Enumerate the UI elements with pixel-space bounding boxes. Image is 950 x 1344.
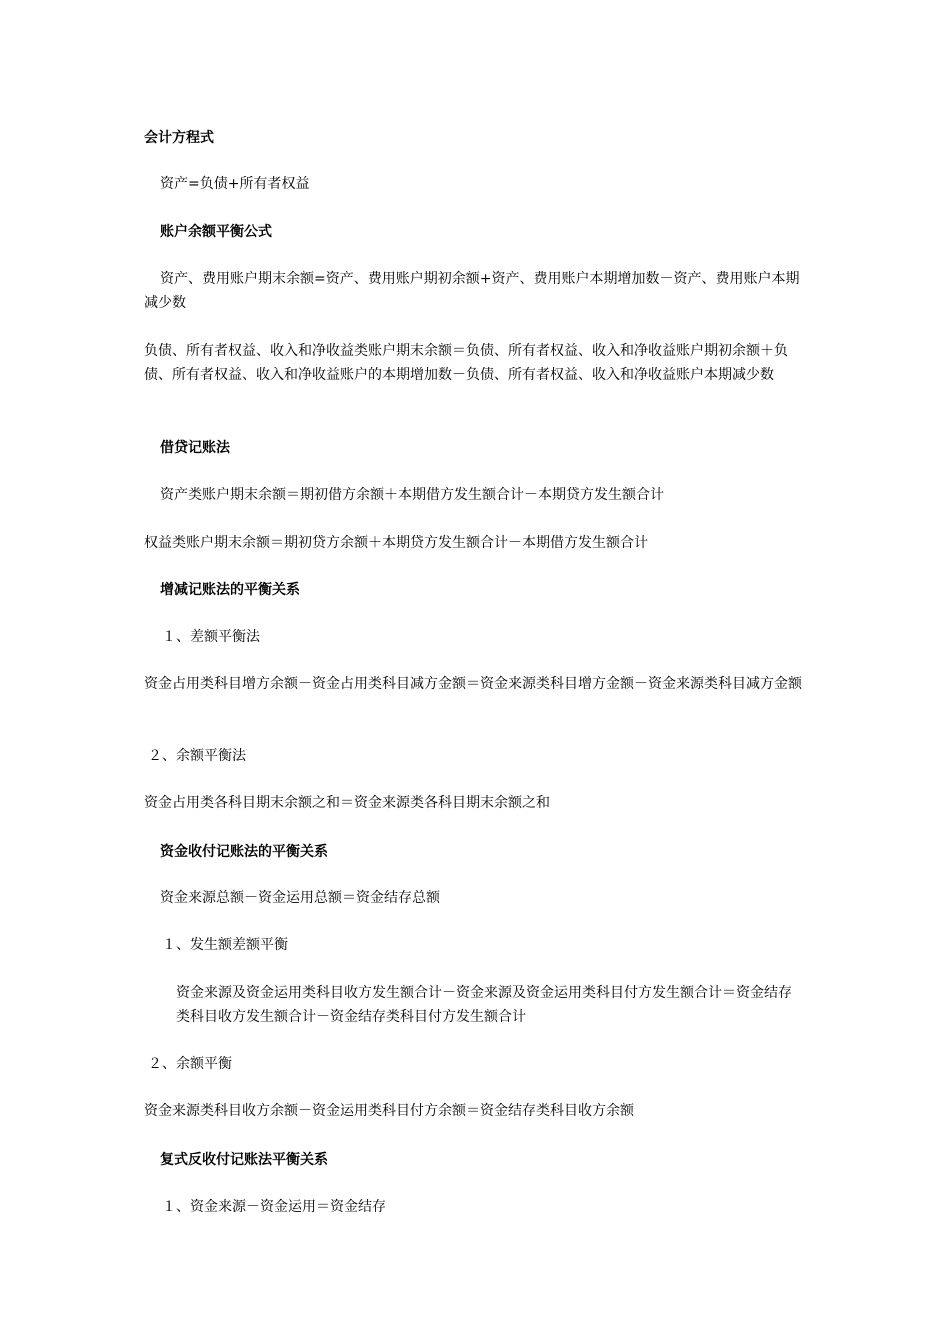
heading-accounting-equation: 会计方程式 [144,130,214,146]
paragraph-fund-occupation-difference: 资金占用类科目增方余额－资金占用类科目减方金额＝资金来源类科目增方金额－资金来源类科目减方金额 [144,676,802,692]
list-item-balance: ２、余额平衡 [148,1056,232,1072]
heading-increase-decrease-method: 增减记账法的平衡关系 [160,582,300,598]
paragraph-fund-occupation-sum: 资金占用类各科目期末余额之和＝资金来源类各科目期末余额之和 [144,795,550,811]
heading-account-balance-formula: 账户余额平衡公式 [160,224,272,240]
paragraph-fund-source-total: 资金来源总额－资金运用总额＝资金结存总额 [160,890,440,906]
heading-fund-receipt-payment-method: 资金收付记账法的平衡关系 [160,844,328,860]
paragraph-asset-account-balance: 资产类账户期末余额＝期初借方余额＋本期借方发生额合计－本期贷方发生额合计 [160,487,664,503]
paragraph-accounting-equation-formula: 资产=负债+所有者权益 [160,176,310,192]
paragraph-fund-source-occurrence: 资金来源及资金运用类科目收方发生额合计－资金来源及资金运用类科目付方发生额合计＝资金结存类科目收方发生额合计－资金结存类科目付方发生额合计 [176,985,792,1025]
list-item-amount-difference-balance: １、发生额差额平衡 [162,937,288,953]
list-item-difference-balance: １、差额平衡法 [162,629,260,645]
paragraph-liability-equity-balance: 负债、所有者权益、收入和净收益类账户期末余额＝负债、所有者权益、收入和净收益账户期初余额＋负债、所有者权益、收入和净收益账户的本期增加数－负债、所有者权益、收入和净收益账户本期减少数 [144,343,788,383]
paragraph-fund-source-balance: 资金来源类科目收方余额－资金运用类科目付方余额＝资金结存类科目收方余额 [144,1103,634,1119]
paragraph-asset-expense-balance: 资产、费用账户期末余额=资产、费用账户期初余额+资产、费用账户本期增加数－资产、费用账户本期减少数 [144,271,800,311]
heading-debit-credit-method: 借贷记账法 [160,440,230,456]
list-item-fund-source-minus-usage: １、资金来源－资金运用＝资金结存 [162,1199,386,1215]
heading-reverse-receipt-payment-method: 复式反收付记账法平衡关系 [160,1152,328,1168]
list-item-balance-method: ２、余额平衡法 [148,748,246,764]
paragraph-equity-account-balance: 权益类账户期末余额＝期初贷方余额＋本期贷方发生额合计－本期借方发生额合计 [144,535,648,551]
